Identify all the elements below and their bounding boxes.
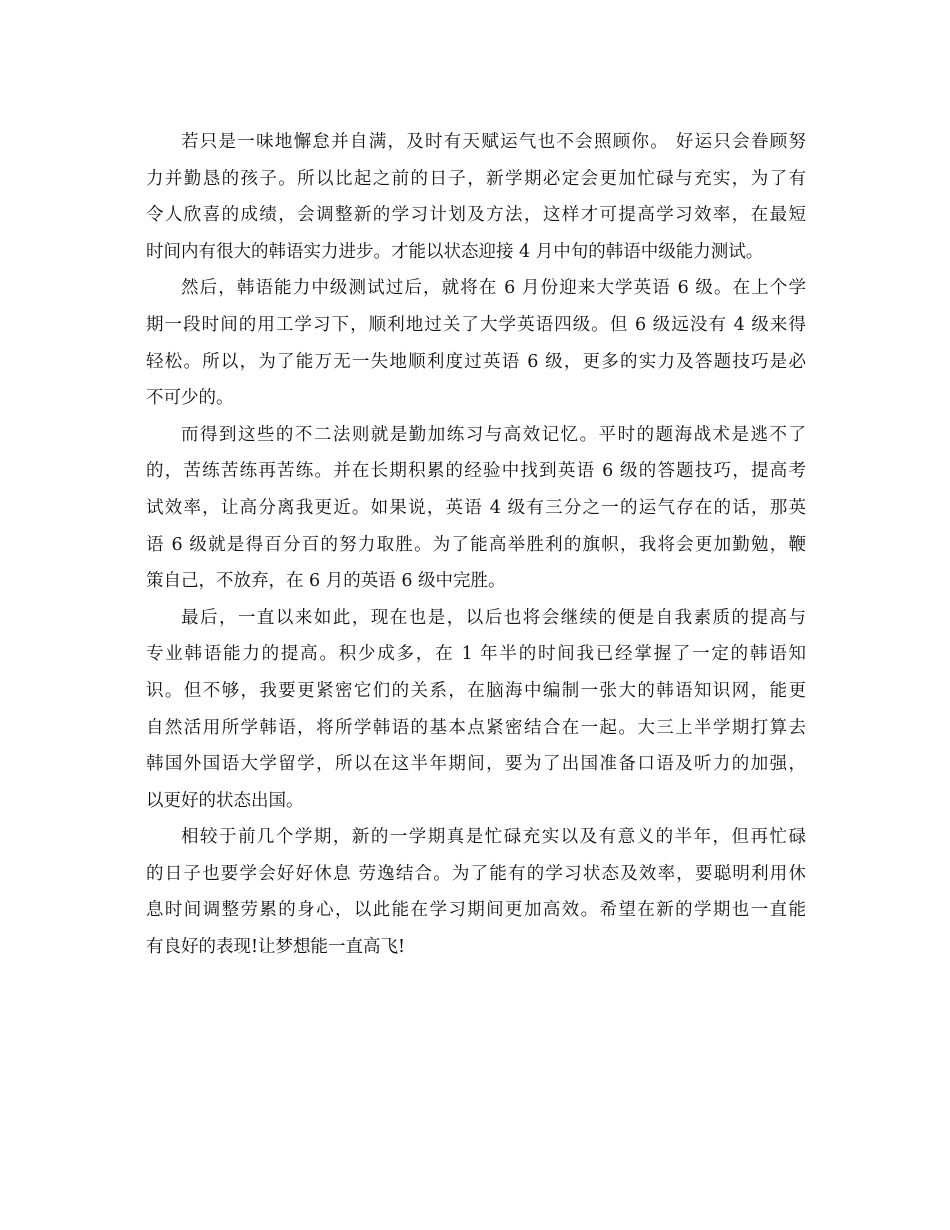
text-line: 期一段时间的用工学习下，顺利地过关了大学英语四级。但 6 级远没有 4 级来得	[146, 314, 806, 335]
text-line: 语 6 级就是得百分百的努力取胜。为了能高举胜利的旗帜，我将会更加勤勉，鞭	[146, 534, 806, 555]
text-line: 力并勤恳的孩子。所以比起之前的日子，新学期必定会更加忙碌与充实，为了有	[146, 168, 806, 189]
text-line: 而得到这些的不二法则就是勤加练习与高效记忆。平时的题海战术是逃不了	[181, 424, 806, 445]
text-line: 识。但不够，我要更紧密它们的关系，在脑海中编制一张大的韩语知识网，能更	[146, 680, 806, 701]
text-line: 令人欣喜的成绩，会调整新的学习计划及方法，这样才可提高学习效率，在最短	[146, 205, 806, 226]
text-line: 有良好的表现!让梦想能一直高飞!	[146, 937, 406, 958]
text-line: 若只是一味地懈怠并自满，及时有天赋运气也不会照顾你。 好运只会眷顾努	[181, 132, 806, 152]
text-line: 然后，韩语能力中级测试过后，就将在 6 月份迎来大学英语 6 级。在上个学	[181, 278, 806, 299]
document-body	[146, 124, 806, 966]
text-line: 自然活用所学韩语，将所学韩语的基本点紧密结合在一起。大三上半学期打算去	[146, 717, 806, 738]
text-line: 轻松。所以，为了能万无一失地顺利度过英语 6 级，更多的实力及答题技巧是必	[146, 351, 806, 372]
paragraph-3	[146, 417, 806, 600]
text-line: 以更好的状态出国。	[146, 790, 304, 811]
text-line: 不可少的。	[146, 388, 234, 409]
text-line: 相较于前几个学期，新的一学期真是忙碌充实以及有意义的半年，但再忙碌	[181, 827, 806, 848]
text-line: 的，苦练苦练再苦练。并在长期积累的经验中找到英语 6 级的答题技巧，提高考	[146, 461, 806, 482]
paragraph-1	[146, 124, 806, 270]
text-line: 专业韩语能力的提高。积少成多，在 1 年半的时间我已经掌握了一定的韩语知	[146, 644, 806, 665]
text-line: 韩国外国语大学留学，所以在这半年期间，要为了出国准备口语及听力的加强，	[146, 754, 806, 775]
text-line: 的日子也要学会好好休息 劳逸结合。为了能有的学习状态及效率，要聪明利用休	[146, 863, 806, 884]
paragraph-2	[146, 270, 806, 416]
paragraph-5	[146, 819, 806, 965]
paragraph-4	[146, 600, 806, 820]
text-line: 策自己，不放弃，在 6 月的英语 6 级中完胜。	[146, 571, 506, 592]
text-line: 试效率，让高分离我更近。如果说，英语 4 级有三分之一的运气存在的话，那英	[146, 497, 806, 518]
text-line: 时间内有很大的韩语实力进步。才能以状态迎接 4 月中旬的韩语中级能力测试。	[146, 241, 764, 262]
text-line: 息时间调整劳累的身心，以此能在学习期间更加高效。希望在新的学期也一直能	[146, 900, 806, 921]
text-line: 最后，一直以来如此，现在也是，以后也将会继续的便是自我素质的提高与	[181, 607, 806, 628]
